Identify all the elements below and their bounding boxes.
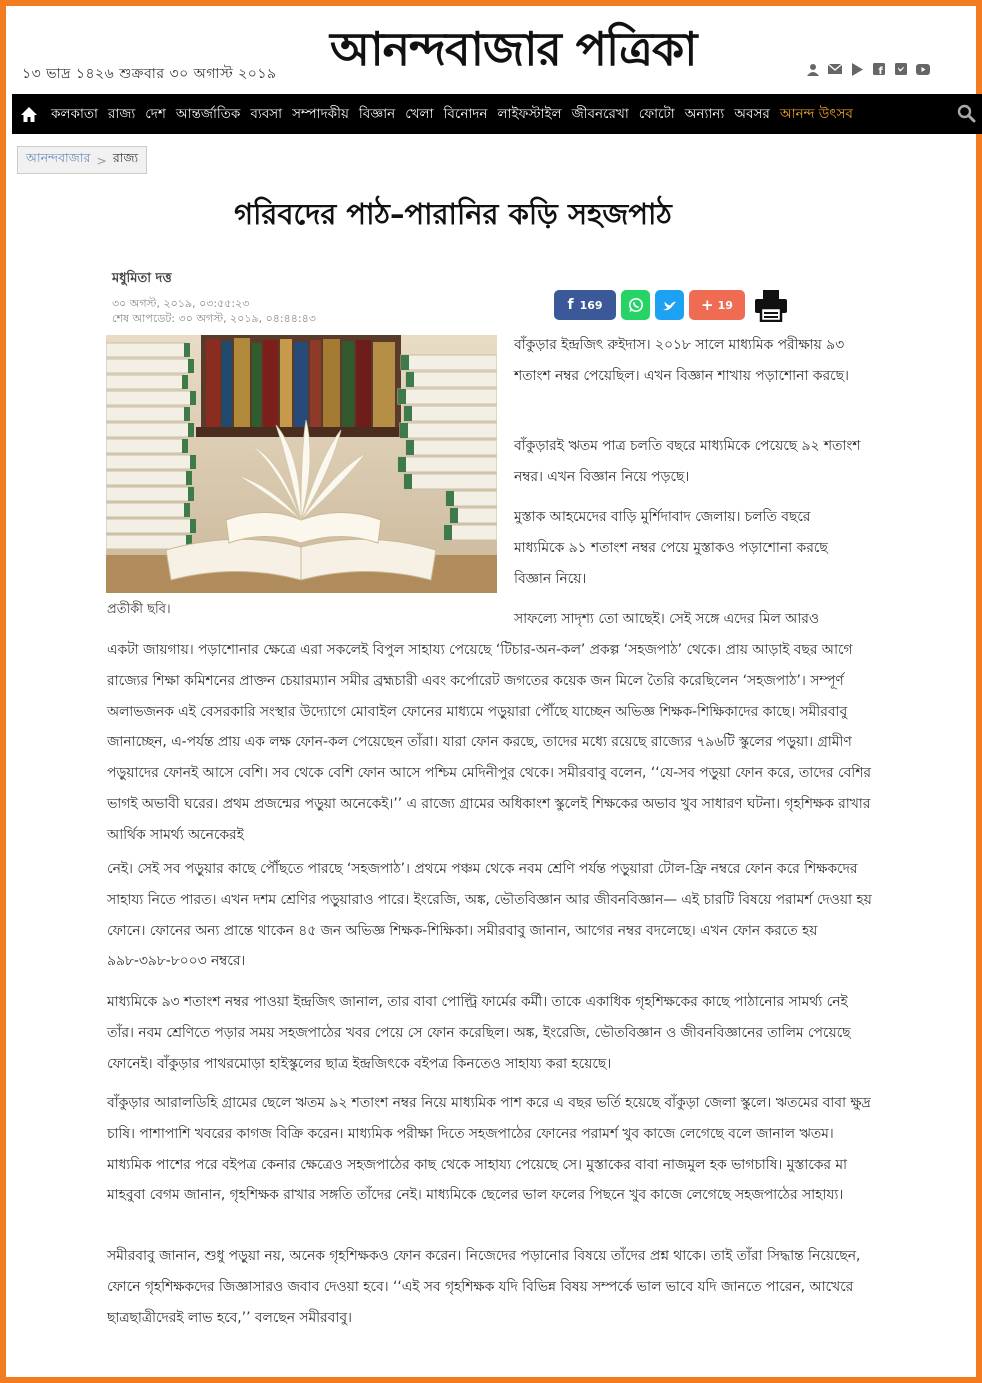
article-title: গরিবদের পাঠ–পারানির কড়ি সহজপাঠ	[234, 197, 672, 231]
article-paragraph: বাঁকুড়ার ইন্দ্রজিৎ রুইদাস। ২০১৮ সালে মাধ্যমিক পরীক্ষায় ৯৩ শতাংশ নম্বর পেয়েছিল। এখন বিজ্ঞান শাখায় পড়াশোনা করছে।	[514, 337, 849, 384]
article-paragraph: সমীরবাবু জানান, শুধু পড়ুয়া নয়, অনেক গৃহশিক্ষকও ফোন করেন। নিজেদের পড়ানোর বিষয়ে তাঁদের প্রশ্ন থাকে। তাই তাঁরা সিদ্ধান্ত নিয়েছেন, ফোনে গৃহশিক্ষকদের জিজ্ঞাসারও জবাব দেওয়া হবে। ‘‘এই সব গৃহশিক্ষক যদি বিভিন্ন বিষয় সম্পর্কে ভাল ভাবে যদি জানতে পারেন, আখেরে ছাত্রছাত্রীদেরই লাভ হবে,’’ বলছেন সমীরবাবু।	[107, 1248, 861, 1326]
updated-time: শেষ আপডেট: ৩০ অগস্ট, ২০১৯, ০৪:৪৪:৪৩	[112, 312, 316, 325]
nav-item-international[interactable]: আন্তর্জাতিক	[175, 105, 241, 122]
whatsapp-share-button[interactable]	[621, 290, 650, 320]
nav-item-photo[interactable]: ফোটো	[638, 105, 675, 122]
nav-item-state[interactable]: রাজ্য	[107, 105, 136, 122]
twitter-share-icon	[662, 299, 677, 312]
masthead	[12, 12, 982, 94]
site-logo[interactable]: আনন্দবাজার পত্রিকা	[330, 22, 697, 76]
home-icon[interactable]	[12, 94, 46, 134]
youtube-icon[interactable]	[916, 62, 930, 76]
twitter-icon[interactable]	[894, 62, 908, 76]
nav-item-jibonrekha[interactable]: জীবনরেখা	[571, 105, 629, 122]
article-image[interactable]	[106, 335, 497, 593]
facebook-icon[interactable]	[872, 62, 886, 76]
article-paragraph: বাঁকুড়ার আরালডিহি গ্রামের ছেলে ঋতম ৯২ শতাংশ নম্বর নিয়ে মাধ্যমিক পাশ করে এ বছর ভর্তি হয়েছে বাঁকুড়া জেলা স্কুলে। ঋতমের বাবা ক্ষুদ্র চাষি। পাশাপাশি খবরের কাগজ বিক্রি করেন। মাধ্যমিক পরীক্ষা দিতে সহজপাঠের ফোনের পরামর্শ খুব কাজে লেগেছে বলে জানাল ঋতম। মাধ্যমিক পাশের পরে বইপত্র কেনার ক্ষেত্রেও সহজপাঠের কাছ থেকে সাহায্য পেয়েছে সে। মুস্তাকের বাবা নাজমুল হক ভাগচাষি। মুস্তাকের মা মাহবুবা বেগম জানান, গৃহশিক্ষক রাখার সঙ্গতি তাঁদের নেই। মাধ্যমিকে ছেলের ভাল ফলের পিছনে খুব কাজে লেগেছে সহজপাঠের সাহায্য।	[107, 1095, 871, 1204]
play-icon[interactable]	[850, 62, 864, 76]
nav-item-kolkata[interactable]: কলকাতা	[51, 105, 98, 122]
share-bar	[554, 288, 788, 322]
article-paragraph: নেই। সেই সব পড়ুয়ার কাছে পৌঁছতে পারছে ‘সহজপাঠ’। প্রথমে পঞ্চম থেকে নবম শ্রেণি পর্যন্ত পড়ুয়ারা টোল-ফ্রি নম্বরে ফোন করে শিক্ষকদের সাহায্য নিতে পারত। এখন দশম শ্রেণির পড়ুয়ারাও পারে। ইংরেজি, অঙ্ক, ভৌতবিজ্ঞান আর জীবনবিজ্ঞান— এই চারটি বিষয়ে পরামর্শ দেওয়া হয় ফোনে। ফোনের অন্য প্রান্তে থাকেন ৪৫ জন অভিজ্ঞ শিক্ষক-শিক্ষিকা। সমীরবাবু জানান, আগের নম্বর বদলেছে। এখন ফোন করতে হয় ৯৯৮-৩৯৮-৮০০৩ নম্বরে।	[107, 861, 872, 970]
whatsapp-icon	[628, 297, 644, 313]
nav-item-lifestyle[interactable]: লাইফস্টাইল	[497, 105, 562, 122]
user-icon[interactable]	[806, 62, 820, 76]
more-share-count: 19	[717, 298, 733, 312]
facebook-share-button[interactable]	[554, 290, 616, 320]
breadcrumb-separator: >	[96, 152, 107, 168]
facebook-share-icon: f	[567, 297, 574, 313]
header-icons	[806, 62, 930, 76]
breadcrumb-home[interactable]: আনন্দবাজার	[26, 150, 91, 165]
main-navigation	[12, 94, 982, 134]
nav-item-country[interactable]: দেশ	[145, 105, 166, 122]
published-time: ৩০ অগস্ট, ২০১৯, ০৩:৫৫:২৩	[112, 297, 250, 310]
svg-text:f: f	[878, 66, 883, 75]
image-caption: প্রতীকী ছবি।	[107, 602, 171, 617]
nav-item-entertainment[interactable]: বিনোদন	[443, 105, 488, 122]
nav-item-others[interactable]: অন্যান্য	[684, 105, 725, 122]
print-icon[interactable]	[754, 288, 788, 322]
plus-icon: +	[701, 296, 714, 314]
mail-icon[interactable]	[828, 62, 842, 76]
nav-item-festival[interactable]: আনন্দ উৎসব	[779, 105, 853, 122]
breadcrumb	[17, 146, 147, 174]
search-icon[interactable]	[957, 104, 976, 127]
nav-item-business[interactable]: ব্যবসা	[250, 105, 283, 122]
nav-item-editorial[interactable]: সম্পাদকীয়	[292, 105, 349, 122]
author-name[interactable]: মধুমিতা দত্ত	[112, 271, 172, 286]
article-paragraph: বাঁকুড়ারই ঋতম পাত্র চলতি বছরে মাধ্যমিকে পেয়েছে ৯২ শতাংশ নম্বর। এখন বিজ্ঞান নিয়ে পড়ছে।	[514, 438, 861, 485]
nav-item-sports[interactable]: খেলা	[405, 105, 434, 122]
article-paragraph: মুস্তাক আহমেদের বাড়ি মুর্শিদাবাদ জেলায়। চলতি বছরে মাধ্যমিকে ৯১ শতাংশ নম্বর পেয়ে মুস্তাকও পড়াশোনা করছে বিজ্ঞান নিয়ে।	[514, 509, 828, 587]
twitter-share-button[interactable]	[655, 290, 684, 320]
header-date: ১৩ ভাদ্র ১৪২৬ শুক্রবার ৩০ অগাস্ট ২০১৯	[22, 66, 277, 82]
article-paragraph: মাধ্যমিকে ৯৩ শতাংশ নম্বর পাওয়া ইন্দ্রজিৎ জানাল, তার বাবা পোল্ট্রি ফার্মের কর্মী। তাকে একাধিক গৃহশিক্ষকের কাছে পাঠানোর সামর্থ্য নেই তাঁর। নবম শ্রেণিতে পড়ার সময় সহজপাঠের খবর পেয়ে সে ফোন করেছিল। অঙ্ক, ইংরেজি, ভৌতবিজ্ঞান ও জীবনবিজ্ঞানের তালিম পেয়েছে ফোনেই। বাঁকুড়ার পাথরমোড়া হাইস্কুলের ছাত্র ইন্দ্রজিৎকে বইপত্র কিনতেও সাহায্য করা হয়েছে।	[107, 994, 851, 1072]
nav-item-science[interactable]: বিজ্ঞান	[358, 105, 396, 122]
article-paragraph: সাফল্যে সাদৃশ্য তো আছেই। সেই সঙ্গে এদের মিল আরও	[514, 611, 819, 627]
more-share-button[interactable]	[689, 290, 745, 320]
article-paragraph: একটা জায়গায়। পড়াশোনার ক্ষেত্রে এরা সকলেই বিপুল সাহায্য পেয়েছে ‘টিচার-অন-কল’ প্রকল্প ‘সহজপাঠ’ থেকে। প্রায় আড়াই বছর আগে রাজ্যের শিক্ষা কমিশনের প্রাক্তন চেয়ারম্যান সমীর ব্রহ্মচারী এবং কর্পোরেট জগতের কয়েক জন মিলে তৈরি করেছিলেন ‘সহজপাঠ’। সম্পূর্ণ অলাভজনক এই বেসরকারি সংস্থার উদ্যোগে মোবাইল ফোনের মাধ্যমে পড়ুয়ারা পৌঁছে যাচ্ছেন অভিজ্ঞ শিক্ষক-শিক্ষিকাদের কাছে। সমীরবাবু জানাচ্ছেন, এ-পর্যন্ত প্রায় এক লক্ষ ফোন-কল পেয়েছেন তাঁরা। যারা ফোন করছে, তাদের মধ্যে রয়েছে রাজ্যের ৭৯৬টি স্কুলের পড়ুয়া। গ্রামীণ পড়ুয়াদের ফোনই আসে বেশি। সব থেকে বেশি ফোন আসে পশ্চিম মেদিনীপুর থেকে। সমীরবাবু বলেন, ‘‘যে-সব পড়ুয়া ফোন করে, তাদের বেশির ভাগই অভাবী ঘরের। প্রথম প্রজন্মের পড়ুয়া অনেকেই।’’ এ রাজ্যে গ্রামের অধিকাংশ স্কুলেই শিক্ষকের অভাব খুব সাধারণ ঘটনা। গৃহশিক্ষক রাখার আর্থিক সামর্থ্য অনেকেরই	[107, 642, 871, 843]
nav-item-leisure[interactable]: অবসর	[734, 105, 770, 122]
facebook-share-count: 169	[579, 298, 603, 312]
breadcrumb-section[interactable]: রাজ্য	[112, 150, 139, 165]
